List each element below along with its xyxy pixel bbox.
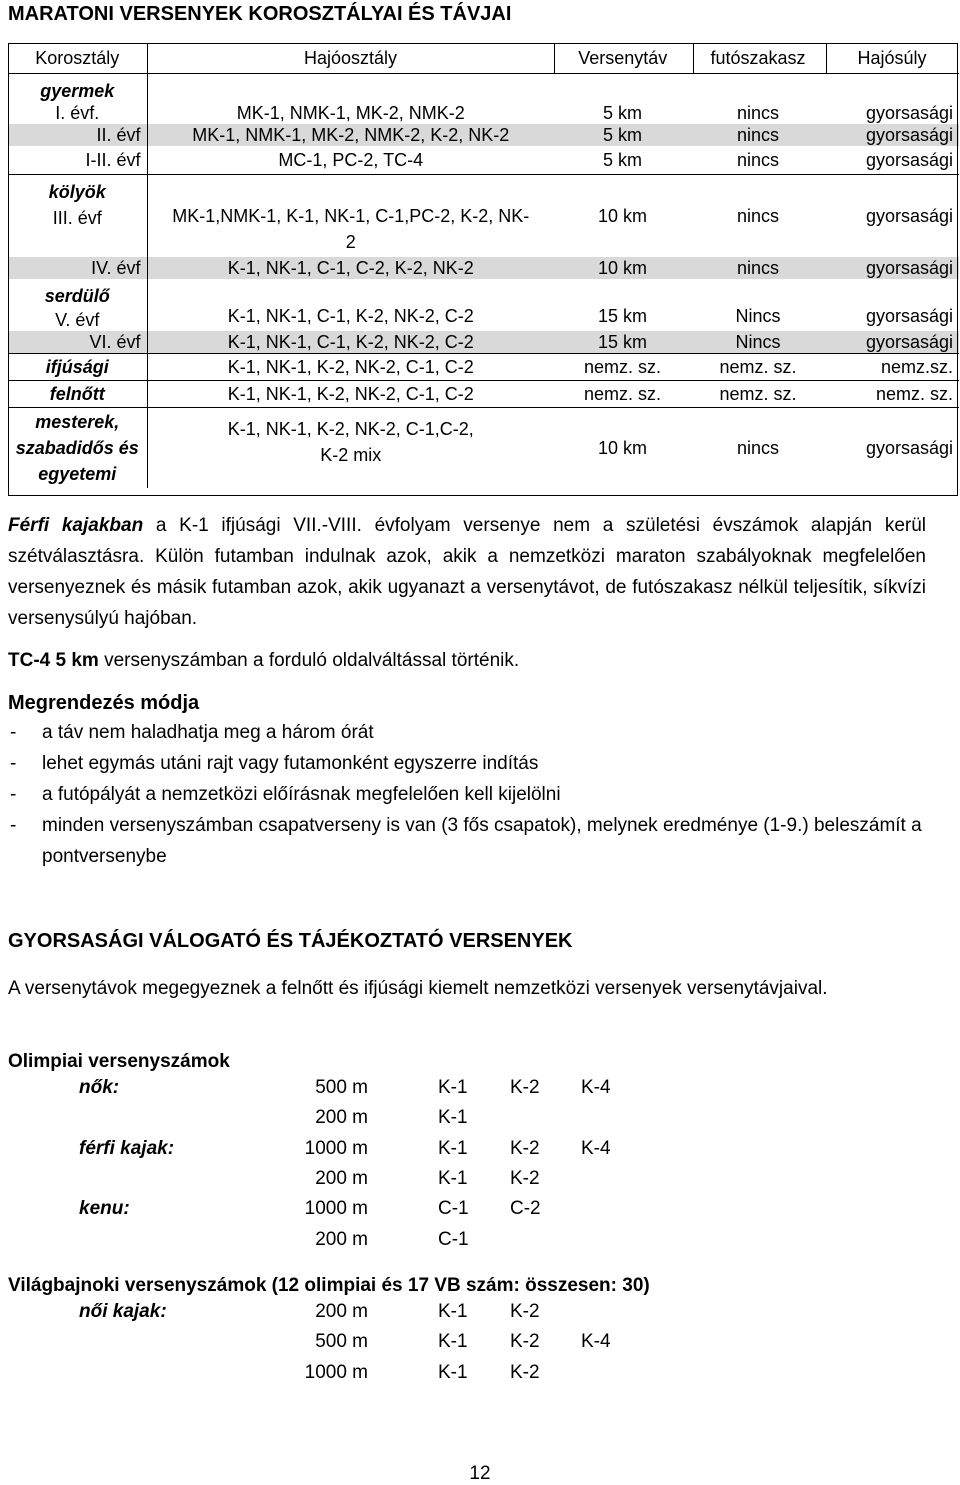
weight-cell: gyorsasági	[825, 124, 959, 146]
run-cell: nincs	[691, 124, 825, 146]
event-boat: K-2	[510, 1167, 540, 1189]
category-label: serdülő	[44, 285, 110, 306]
note-text: a K-1 ifjúsági VII.-VIII. évfolyam versenye nem a születési évszámok alapján kerül szétválasztásra. Külön futamban indulnak azok, akik a nemzetközi maraton szabályoknak megfelelően versenyeznek és másik futamban azok, akik ugyanazt a versenytávot, de futószakasz nélkül teljesítik, síkvízi versenysúlyú hajóban.	[8, 515, 926, 629]
boat-cell: K-1, NK-1, C-1, K-2, NK-2, C-2	[147, 331, 554, 354]
run-cell: nemz. sz.	[719, 383, 797, 404]
section-title: GYORSASÁGI VÁLOGATÓ ÉS TÁJÉKOZTATÓ VERSENYEK	[8, 930, 573, 952]
event-row	[0, 1168, 960, 1198]
weight-cell: gyorsasági	[825, 102, 959, 124]
class-cell: IV. évf	[8, 257, 147, 279]
event-boat: K-2	[510, 1361, 540, 1383]
boat-cell: K-1, NK-1, K-2, NK-2, C-1, C-2	[227, 356, 474, 377]
event-distance: 200 m	[315, 1107, 368, 1129]
boat-line: K-1, NK-1, K-2, NK-2, C-1,C-2,	[227, 418, 474, 439]
list-item: - minden versenyszámban csapatverseny is van (3 fős csapatok), melynek eredménye (1-9.) beleszámít a pontversenybe	[10, 815, 922, 867]
boat-cell: MK-1, NMK-1, MK-2, NMK-2	[147, 102, 554, 124]
event-category: női kajak:	[79, 1301, 167, 1322]
boat-cell: MC-1, PC-2, TC-4	[278, 149, 424, 170]
organize-title: Megrendezés módja	[8, 692, 200, 714]
run-cell: nemz. sz.	[719, 356, 797, 377]
list-item-text: lehet egymás utáni rajt vagy futamonként egyszerre indítás	[42, 753, 539, 774]
list-item: - a futópályát a nemzetközi előírásnak megfelelően kell kijelölni	[10, 784, 561, 805]
page-number: 12	[469, 1463, 491, 1484]
event-category: nők:	[79, 1077, 120, 1098]
event-distance: 200 m	[315, 1228, 368, 1250]
event-boat: K-1	[438, 1107, 468, 1129]
event-distance: 1000 m	[304, 1137, 368, 1159]
age-group-table	[8, 43, 959, 488]
header-cell: Hajóosztály	[147, 43, 554, 74]
event-boat: K-4	[581, 1137, 611, 1159]
table-row	[8, 353, 959, 380]
event-row	[0, 1107, 960, 1137]
weight-cell: gyorsasági	[865, 305, 953, 326]
event-boat: K-2	[510, 1137, 540, 1159]
event-boat: K-1	[438, 1167, 468, 1189]
category-cell: felnőtt	[8, 380, 147, 407]
event-boat: K-1	[438, 1077, 468, 1098]
header-separator	[693, 43, 694, 73]
weight-cell: nemz.sz.	[880, 356, 953, 377]
organize-list	[8, 717, 938, 872]
event-row	[0, 1198, 960, 1228]
distance-cell: 15 km	[597, 305, 648, 326]
table-row	[8, 102, 959, 124]
category-label: kölyök	[48, 181, 106, 202]
class-label: V. évf	[55, 309, 100, 330]
event-row	[0, 1138, 960, 1168]
header-cell: Hajósúly	[825, 43, 959, 74]
table-row	[8, 279, 959, 331]
weight-cell: gyorsasági	[865, 205, 953, 226]
header-cell: Korosztály	[8, 43, 147, 74]
note-text: versenyszámban a forduló oldalváltással történik.	[98, 650, 520, 671]
event-boat: K-2	[510, 1331, 540, 1353]
note-paragraph	[8, 510, 926, 634]
weight-cell: gyorsasági	[865, 437, 953, 458]
table-row	[8, 331, 959, 354]
table-row	[8, 380, 959, 407]
weight-cell: gyorsasági	[825, 257, 959, 279]
header-separator	[826, 43, 827, 73]
boat-line: K-2 mix	[320, 444, 382, 465]
event-distance: 1000 m	[304, 1198, 368, 1220]
table-row	[8, 257, 959, 279]
table-row	[8, 407, 959, 488]
event-distance: 1000 m	[304, 1361, 368, 1383]
event-boat: K-1	[438, 1361, 468, 1383]
list-item: - lehet egymás utáni rajt vagy futamonként egyszerre indítás	[10, 753, 539, 774]
event-boat: K-4	[581, 1331, 611, 1353]
run-cell: Nincs	[691, 331, 825, 354]
list-item-text: minden versenyszámban csapatverseny is van (3 fős csapatok), melynek eredménye (1-9.) beleszámít a pontversenybe	[42, 815, 922, 867]
note-paragraph	[8, 645, 926, 676]
boat-cell: MK-1,NMK-1, K-1, NK-1, C-1,PC-2, K-2, NK-2	[172, 205, 530, 252]
event-boat: C-1	[438, 1228, 469, 1250]
event-row	[0, 1077, 960, 1107]
event-boat: K-1	[438, 1301, 468, 1322]
distance-cell: 5 km	[554, 124, 691, 146]
event-row	[0, 1229, 960, 1259]
distance-cell: 10 km	[597, 205, 648, 226]
list-item: - a táv nem haladhatja meg a három órát	[10, 722, 374, 743]
event-distance: 200 m	[315, 1301, 368, 1322]
table-row	[8, 124, 959, 146]
event-category: férfi kajak:	[79, 1137, 175, 1159]
event-boat: K-2	[510, 1077, 540, 1098]
event-distance: 500 m	[315, 1077, 368, 1098]
run-cell: nincs	[691, 102, 825, 124]
distance-cell: nemz. sz.	[583, 356, 662, 377]
event-distance: 200 m	[315, 1167, 368, 1189]
event-row	[0, 1331, 960, 1361]
run-cell: nincs	[736, 437, 780, 458]
distance-cell: 10 km	[597, 437, 648, 458]
run-cell: nincs	[736, 149, 780, 170]
distance-cell: 5 km	[554, 102, 691, 124]
list-item-text: a táv nem haladhatja meg a három órát	[42, 722, 374, 743]
header-cell: Versenytáv	[554, 43, 691, 74]
event-boat: K-2	[510, 1301, 540, 1322]
weight-cell: gyorsasági	[865, 149, 953, 170]
class-label: III. évf	[52, 207, 102, 228]
class-cell: VI. évf	[8, 331, 147, 354]
note-lead: Férfi kajakban	[8, 515, 144, 536]
boat-cell: K-1, NK-1, C-1, C-2, K-2, NK-2	[147, 257, 554, 279]
header-cell: futószakasz	[691, 43, 825, 74]
note-lead: TC-4 5 km	[8, 650, 99, 671]
olympic-title: Olimpiai versenyszámok	[8, 1051, 230, 1072]
event-boat: C-2	[510, 1198, 541, 1220]
table-row	[8, 174, 959, 257]
table-row	[8, 146, 959, 174]
event-row	[0, 1362, 960, 1392]
distance-cell: 10 km	[554, 257, 691, 279]
table-row	[8, 74, 959, 103]
event-boat: K-4	[581, 1077, 611, 1098]
run-cell: nincs	[691, 257, 825, 279]
category-cell: gyermek	[8, 74, 147, 103]
distance-cell: 15 km	[554, 331, 691, 354]
class-cell: II. évf	[8, 124, 147, 146]
boat-cell: K-1, NK-1, C-1, K-2, NK-2, C-2	[227, 305, 474, 326]
distance-cell: nemz. sz.	[583, 383, 662, 404]
boat-cell: K-1, NK-1, K-2, NK-2, C-1, C-2	[227, 383, 474, 404]
event-boat: C-1	[438, 1198, 469, 1220]
distance-cell: 5 km	[602, 149, 642, 170]
weight-cell: gyorsasági	[825, 331, 959, 354]
table-header-row	[8, 43, 959, 74]
boat-cell: MK-1, NMK-1, MK-2, NMK-2, K-2, NK-2	[147, 124, 554, 146]
intro-paragraph: A versenytávok megegyeznek a felnőtt és ifjúsági kiemelt nemzetközi versenyek versenytávjaival.	[8, 978, 828, 999]
run-cell: Nincs	[735, 305, 781, 326]
event-category: kenu:	[79, 1198, 130, 1220]
page-title: MARATONI VERSENYEK KOROSZTÁLYAI ÉS TÁVJAI	[8, 3, 512, 25]
event-boat: K-1	[438, 1331, 468, 1353]
event-distance: 500 m	[315, 1331, 368, 1353]
category-cell: ifjúsági	[8, 353, 147, 380]
class-cell: I-II. évf	[8, 146, 147, 174]
event-boat: K-1	[438, 1137, 468, 1159]
list-item-text: a futópályát a nemzetközi előírásnak megfelelően kell kijelölni	[42, 784, 561, 805]
world-title: Világbajnoki versenyszámok (12 olimpiai és 17 VB szám: összesen: 30)	[8, 1275, 650, 1296]
category-cell: mesterek, szabadidős és egyetemi	[8, 407, 147, 488]
weight-cell: nemz. sz.	[875, 383, 953, 404]
class-cell: I. évf.	[8, 102, 147, 124]
event-row	[0, 1301, 960, 1331]
run-cell: nincs	[736, 205, 780, 226]
